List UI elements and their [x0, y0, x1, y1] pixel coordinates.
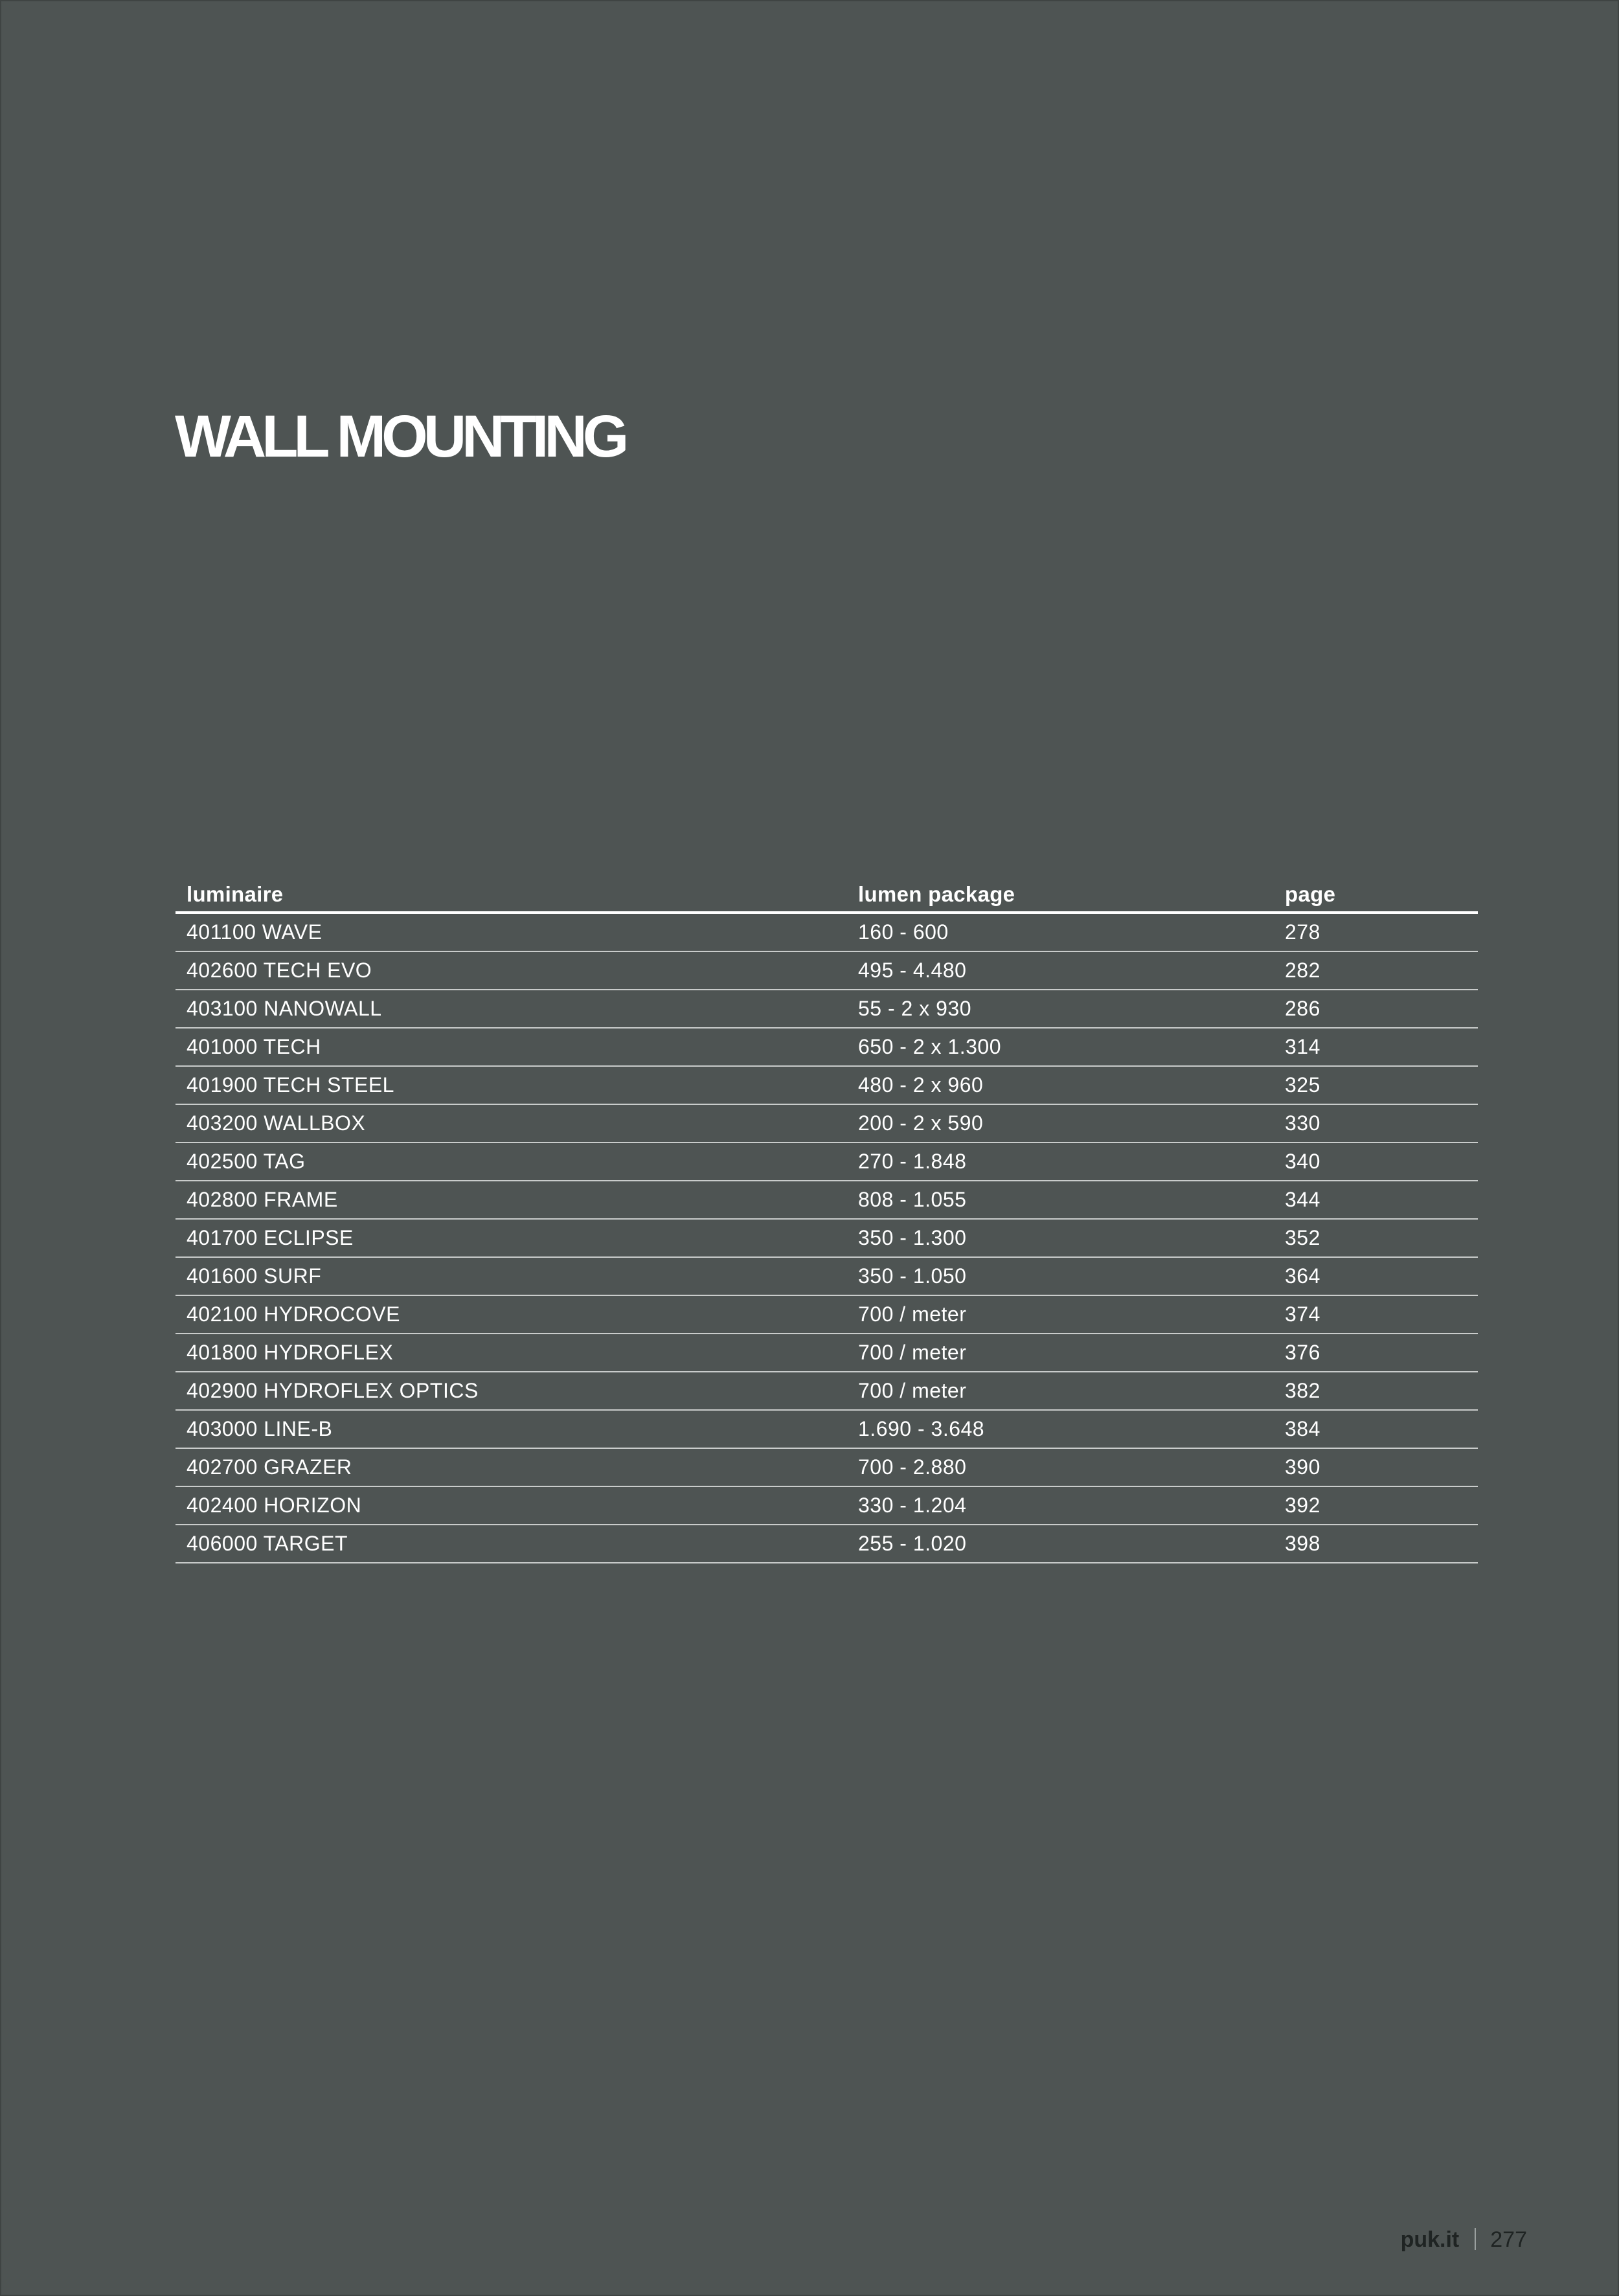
table-row: [175, 1372, 1478, 1411]
cell-luminaire: 402400 HORIZON: [187, 1494, 362, 1517]
cell-page: 344: [1285, 1188, 1320, 1211]
table-row: [175, 1449, 1478, 1487]
cell-lumen-package: 330 - 1.204: [858, 1494, 967, 1517]
page-footer: [1401, 2227, 1527, 2253]
table-row: [175, 1143, 1478, 1181]
table-row: [175, 1411, 1478, 1449]
cell-luminaire: 401800 HYDROFLEX: [187, 1341, 394, 1364]
footer-site[interactable]: puk.it: [1400, 2227, 1460, 2252]
cell-luminaire: 402800 FRAME: [187, 1188, 338, 1211]
cell-luminaire: 401900 TECH STEEL: [187, 1073, 394, 1097]
cell-lumen-package: 700 / meter: [858, 1379, 967, 1402]
cell-luminaire: 401600 SURF: [187, 1264, 322, 1288]
table-row: [175, 1105, 1478, 1143]
cell-lumen-package: 650 - 2 x 1.300: [858, 1035, 1001, 1058]
cell-luminaire: 403000 LINE-B: [187, 1417, 333, 1440]
cell-page: 278: [1285, 920, 1320, 944]
table-row: [175, 1525, 1478, 1563]
table-row: [175, 1220, 1478, 1258]
cell-page: 352: [1285, 1226, 1320, 1249]
header-page: page: [1285, 882, 1336, 906]
table-row: [175, 1296, 1478, 1334]
cell-luminaire: 402900 HYDROFLEX OPTICS: [187, 1379, 479, 1402]
cell-page: 282: [1285, 959, 1320, 982]
table-row: [175, 1487, 1478, 1525]
table-row: [175, 1258, 1478, 1296]
cell-page: 392: [1285, 1494, 1320, 1517]
cell-luminaire: 403200 WALLBOX: [187, 1111, 366, 1135]
cell-page: 384: [1285, 1417, 1320, 1440]
cell-page: 340: [1285, 1150, 1320, 1173]
cell-luminaire: 401000 TECH: [187, 1035, 321, 1058]
footer-separator: [1475, 2228, 1476, 2250]
cell-lumen-package: 255 - 1.020: [858, 1532, 967, 1555]
cell-lumen-package: 480 - 2 x 960: [858, 1073, 984, 1097]
cell-luminaire: 401100 WAVE: [187, 920, 323, 944]
cell-page: 374: [1285, 1302, 1320, 1326]
cell-lumen-package: 1.690 - 3.648: [858, 1417, 985, 1440]
cell-lumen-package: 270 - 1.848: [858, 1150, 967, 1173]
cell-page: 330: [1285, 1111, 1320, 1135]
cell-lumen-package: 700 / meter: [858, 1302, 967, 1326]
table-row: [175, 952, 1478, 990]
cell-lumen-package: 350 - 1.050: [858, 1264, 967, 1288]
cell-page: 382: [1285, 1379, 1320, 1402]
cell-luminaire: 406000 TARGET: [187, 1532, 348, 1555]
cell-luminaire: 402600 TECH EVO: [187, 959, 372, 982]
table-header-row: [175, 878, 1478, 914]
cell-luminaire: 402700 GRAZER: [187, 1455, 352, 1479]
cell-lumen-package: 160 - 600: [858, 920, 949, 944]
cell-lumen-package: 700 - 2.880: [858, 1455, 967, 1479]
cell-page: 376: [1285, 1341, 1320, 1364]
cell-page: 314: [1285, 1035, 1320, 1058]
cell-luminaire: 403100 NANOWALL: [187, 997, 382, 1020]
cell-luminaire: 402500 TAG: [187, 1150, 306, 1173]
cell-lumen-package: 700 / meter: [858, 1341, 967, 1364]
page-title: WALL MOUNTING: [175, 404, 625, 470]
cell-lumen-package: 808 - 1.055: [858, 1188, 967, 1211]
cell-page: 364: [1285, 1264, 1320, 1288]
page-number: 277: [1490, 2227, 1527, 2252]
luminaire-table: [175, 878, 1478, 1563]
cell-lumen-package: 495 - 4.480: [858, 959, 967, 982]
cell-page: 398: [1285, 1532, 1320, 1555]
cell-luminaire: 401700 ECLIPSE: [187, 1226, 354, 1249]
cell-page: 286: [1285, 997, 1320, 1020]
table-row: [175, 1334, 1478, 1372]
cell-page: 325: [1285, 1073, 1320, 1097]
header-luminaire: luminaire: [187, 882, 284, 906]
table-row: [175, 914, 1478, 952]
cell-lumen-package: 200 - 2 x 590: [858, 1111, 984, 1135]
table-row: [175, 1029, 1478, 1067]
cell-lumen-package: 350 - 1.300: [858, 1226, 967, 1249]
table-row: [175, 1067, 1478, 1105]
cell-luminaire: 402100 HYDROCOVE: [187, 1302, 400, 1326]
header-lumen-package: lumen package: [858, 882, 1015, 906]
cell-page: 390: [1285, 1455, 1320, 1479]
cell-lumen-package: 55 - 2 x 930: [858, 997, 971, 1020]
table-row: [175, 990, 1478, 1029]
table-body: [175, 914, 1478, 1563]
table-row: [175, 1181, 1478, 1220]
